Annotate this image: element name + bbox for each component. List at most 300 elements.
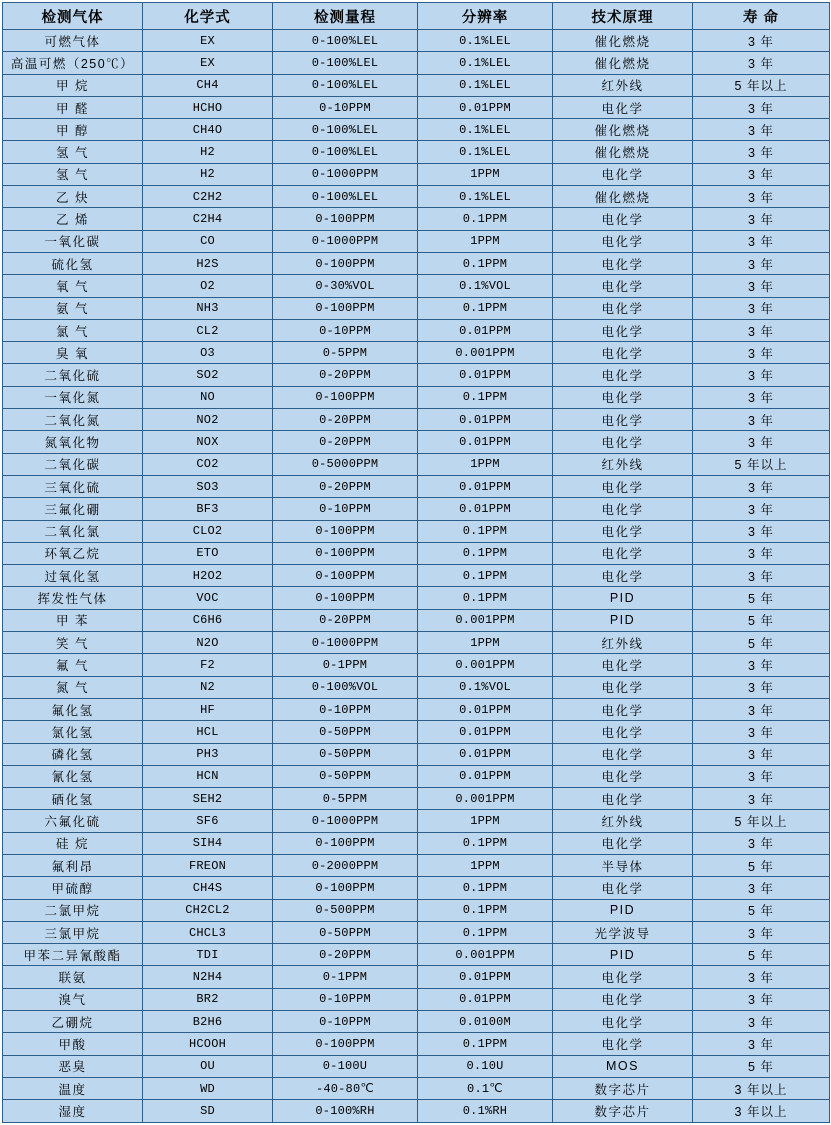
table-row (3, 342, 830, 364)
cell-resolution: 0.10U (418, 1055, 553, 1077)
table-row (3, 230, 830, 252)
cell-formula: SF6 (143, 810, 273, 832)
cell-gas: 三氯甲烷 (3, 921, 143, 943)
cell-gas: 磷化氢 (3, 743, 143, 765)
table-row (3, 609, 830, 631)
cell-principle: 电化学 (553, 832, 693, 854)
cell-range: 0-20PPM (273, 944, 418, 966)
cell-formula: CH4S (143, 877, 273, 899)
cell-gas: 氧 气 (3, 275, 143, 297)
table-row (3, 721, 830, 743)
cell-range: 0-100PPM (273, 386, 418, 408)
cell-resolution: 0.1PPM (418, 520, 553, 542)
cell-gas: 过氧化氢 (3, 565, 143, 587)
cell-resolution: 0.1%LEL (418, 119, 553, 141)
cell-resolution: 0.001PPM (418, 609, 553, 631)
table-row (3, 676, 830, 698)
cell-range: 0-100%VOL (273, 676, 418, 698)
cell-lifespan: 3 年 (693, 542, 830, 564)
cell-range: 0-5PPM (273, 342, 418, 364)
cell-range: 0-5000PPM (273, 453, 418, 475)
cell-gas: 三氧化硫 (3, 475, 143, 497)
cell-principle: 电化学 (553, 676, 693, 698)
cell-principle: 红外线 (553, 453, 693, 475)
table-row (3, 453, 830, 475)
cell-gas: 甲 醛 (3, 96, 143, 118)
cell-resolution: 0.001PPM (418, 654, 553, 676)
cell-formula: EX (143, 30, 273, 52)
column-header-lifespan: 寿 命 (693, 3, 830, 30)
cell-formula: WD (143, 1077, 273, 1099)
cell-formula: C6H6 (143, 609, 273, 631)
cell-formula: NOX (143, 431, 273, 453)
table-row (3, 386, 830, 408)
cell-principle: 电化学 (553, 1011, 693, 1033)
cell-principle: 红外线 (553, 810, 693, 832)
cell-formula: B2H6 (143, 1011, 273, 1033)
cell-principle: 电化学 (553, 498, 693, 520)
cell-resolution: 0.01PPM (418, 431, 553, 453)
cell-principle: 光学波导 (553, 921, 693, 943)
cell-formula: CH2CL2 (143, 899, 273, 921)
cell-lifespan: 3 年 (693, 565, 830, 587)
cell-resolution: 0.1℃ (418, 1077, 553, 1099)
cell-formula: FREON (143, 854, 273, 876)
cell-formula: SO3 (143, 475, 273, 497)
cell-formula: HF (143, 698, 273, 720)
cell-principle: 电化学 (553, 208, 693, 230)
cell-lifespan: 5 年 (693, 1055, 830, 1077)
cell-principle: 电化学 (553, 1033, 693, 1055)
cell-gas: 一氧化碳 (3, 230, 143, 252)
cell-lifespan: 3 年 (693, 921, 830, 943)
cell-principle: 红外线 (553, 632, 693, 654)
cell-range: 0-100PPM (273, 1033, 418, 1055)
cell-range: 0-500PPM (273, 899, 418, 921)
cell-range: 0-20PPM (273, 431, 418, 453)
cell-range: 0-20PPM (273, 409, 418, 431)
cell-lifespan: 3 年 (693, 30, 830, 52)
cell-lifespan: 3 年以上 (693, 1100, 830, 1122)
cell-resolution: 1PPM (418, 453, 553, 475)
cell-range: 0-20PPM (273, 475, 418, 497)
cell-range: 0-50PPM (273, 765, 418, 787)
cell-principle: 电化学 (553, 96, 693, 118)
cell-resolution: 1PPM (418, 632, 553, 654)
cell-range: 0-100%RH (273, 1100, 418, 1122)
cell-range: 0-50PPM (273, 921, 418, 943)
cell-gas: 溴气 (3, 988, 143, 1010)
table-row (3, 186, 830, 208)
cell-lifespan: 5 年 (693, 899, 830, 921)
cell-range: 0-5PPM (273, 788, 418, 810)
cell-range: 0-100U (273, 1055, 418, 1077)
table-row (3, 1011, 830, 1033)
cell-lifespan: 3 年 (693, 1033, 830, 1055)
cell-formula: H2O2 (143, 565, 273, 587)
cell-range: 0-100%LEL (273, 52, 418, 74)
cell-principle: PID (553, 587, 693, 609)
cell-lifespan: 3 年 (693, 788, 830, 810)
cell-resolution: 0.1PPM (418, 587, 553, 609)
cell-range: 0-10PPM (273, 319, 418, 341)
cell-formula: SIH4 (143, 832, 273, 854)
cell-formula: PH3 (143, 743, 273, 765)
cell-gas: 氨 气 (3, 297, 143, 319)
cell-gas: 甲酸 (3, 1033, 143, 1055)
cell-formula: NO (143, 386, 273, 408)
cell-gas: 氮氧化物 (3, 431, 143, 453)
cell-gas: 二氧化碳 (3, 453, 143, 475)
cell-gas: 硅 烷 (3, 832, 143, 854)
cell-range: 0-1PPM (273, 654, 418, 676)
cell-gas: 六氟化硫 (3, 810, 143, 832)
cell-range: 0-100%LEL (273, 30, 418, 52)
cell-resolution: 0.1PPM (418, 208, 553, 230)
cell-lifespan: 3 年 (693, 743, 830, 765)
table-row (3, 743, 830, 765)
cell-resolution: 0.1PPM (418, 542, 553, 564)
cell-range: 0-100PPM (273, 297, 418, 319)
cell-range: 0-20PPM (273, 364, 418, 386)
cell-gas: 氢 气 (3, 141, 143, 163)
cell-lifespan: 3 年 (693, 721, 830, 743)
cell-resolution: 0.01PPM (418, 475, 553, 497)
cell-lifespan: 3 年 (693, 208, 830, 230)
cell-gas: 臭 氧 (3, 342, 143, 364)
cell-range: 0-100PPM (273, 252, 418, 274)
cell-lifespan: 3 年 (693, 431, 830, 453)
cell-gas: 二氧化氯 (3, 520, 143, 542)
cell-formula: SEH2 (143, 788, 273, 810)
cell-formula: BF3 (143, 498, 273, 520)
cell-formula: HCHO (143, 96, 273, 118)
cell-formula: VOC (143, 587, 273, 609)
cell-lifespan: 5 年以上 (693, 453, 830, 475)
cell-range: 0-50PPM (273, 743, 418, 765)
cell-formula: EX (143, 52, 273, 74)
column-header-principle: 技术原理 (553, 3, 693, 30)
cell-lifespan: 5 年以上 (693, 74, 830, 96)
cell-principle: 电化学 (553, 698, 693, 720)
cell-resolution: 0.1%VOL (418, 676, 553, 698)
cell-resolution: 0.1PPM (418, 565, 553, 587)
cell-resolution: 0.1PPM (418, 1033, 553, 1055)
cell-formula: HCL (143, 721, 273, 743)
cell-range: 0-10PPM (273, 1011, 418, 1033)
cell-lifespan: 5 年 (693, 632, 830, 654)
cell-formula: O3 (143, 342, 273, 364)
cell-gas: 二氧化氮 (3, 409, 143, 431)
cell-resolution: 0.1%LEL (418, 141, 553, 163)
cell-formula: HCOOH (143, 1033, 273, 1055)
cell-range: 0-100%LEL (273, 119, 418, 141)
cell-resolution: 1PPM (418, 854, 553, 876)
table-row (3, 698, 830, 720)
cell-resolution: 0.01PPM (418, 765, 553, 787)
cell-principle: PID (553, 609, 693, 631)
table-row (3, 163, 830, 185)
cell-gas: 氯化氢 (3, 721, 143, 743)
cell-principle: 催化燃烧 (553, 119, 693, 141)
cell-range: 0-1PPM (273, 966, 418, 988)
cell-lifespan: 5 年以上 (693, 810, 830, 832)
cell-lifespan: 3 年以上 (693, 1077, 830, 1099)
table-row (3, 520, 830, 542)
cell-resolution: 1PPM (418, 163, 553, 185)
cell-resolution: 0.1%LEL (418, 74, 553, 96)
cell-principle: 电化学 (553, 542, 693, 564)
cell-lifespan: 3 年 (693, 275, 830, 297)
cell-range: 0-100PPM (273, 565, 418, 587)
cell-principle: 电化学 (553, 230, 693, 252)
table-row (3, 275, 830, 297)
cell-formula: N2 (143, 676, 273, 698)
cell-principle: MOS (553, 1055, 693, 1077)
cell-lifespan: 3 年 (693, 877, 830, 899)
column-header-gas: 检测气体 (3, 3, 143, 30)
cell-gas: 一氧化氮 (3, 386, 143, 408)
table-row (3, 96, 830, 118)
cell-gas: 可燃气体 (3, 30, 143, 52)
table-row (3, 877, 830, 899)
column-header-resolution: 分辨率 (418, 3, 553, 30)
cell-range: 0-100PPM (273, 520, 418, 542)
cell-range: 0-100PPM (273, 542, 418, 564)
cell-principle: PID (553, 944, 693, 966)
table-row (3, 319, 830, 341)
cell-gas: 乙 烯 (3, 208, 143, 230)
cell-lifespan: 3 年 (693, 319, 830, 341)
cell-gas: 笑 气 (3, 632, 143, 654)
cell-formula: F2 (143, 654, 273, 676)
cell-principle: PID (553, 899, 693, 921)
cell-gas: 甲 烷 (3, 74, 143, 96)
cell-lifespan: 3 年 (693, 297, 830, 319)
table-header-row (3, 3, 830, 30)
cell-formula: OU (143, 1055, 273, 1077)
cell-range: 0-1000PPM (273, 810, 418, 832)
cell-gas: 氰化氢 (3, 765, 143, 787)
cell-formula: SO2 (143, 364, 273, 386)
cell-principle: 数字芯片 (553, 1077, 693, 1099)
gas-detection-table (2, 2, 830, 1123)
cell-lifespan: 3 年 (693, 654, 830, 676)
cell-range: 0-100PPM (273, 832, 418, 854)
cell-principle: 电化学 (553, 275, 693, 297)
cell-range: 0-30%VOL (273, 275, 418, 297)
cell-resolution: 0.0100M (418, 1011, 553, 1033)
cell-formula: NH3 (143, 297, 273, 319)
cell-principle: 电化学 (553, 386, 693, 408)
cell-resolution: 0.01PPM (418, 319, 553, 341)
cell-formula: ETO (143, 542, 273, 564)
cell-formula: C2H4 (143, 208, 273, 230)
cell-resolution: 0.1PPM (418, 899, 553, 921)
cell-resolution: 0.1PPM (418, 297, 553, 319)
cell-formula: N2O (143, 632, 273, 654)
cell-principle: 电化学 (553, 342, 693, 364)
table-row (3, 788, 830, 810)
cell-gas: 二氯甲烷 (3, 899, 143, 921)
cell-lifespan: 5 年 (693, 944, 830, 966)
cell-resolution: 0.1%LEL (418, 52, 553, 74)
cell-lifespan: 3 年 (693, 52, 830, 74)
cell-principle: 催化燃烧 (553, 186, 693, 208)
cell-formula: BR2 (143, 988, 273, 1010)
cell-range: -40-80℃ (273, 1077, 418, 1099)
table-row (3, 654, 830, 676)
cell-range: 0-100%LEL (273, 141, 418, 163)
cell-gas: 恶臭 (3, 1055, 143, 1077)
cell-gas: 湿度 (3, 1100, 143, 1122)
cell-resolution: 0.1PPM (418, 832, 553, 854)
column-header-range: 检测量程 (273, 3, 418, 30)
cell-formula: H2S (143, 252, 273, 274)
cell-gas: 甲苯二异氰酸酯 (3, 944, 143, 966)
cell-principle: 数字芯片 (553, 1100, 693, 1122)
table-row (3, 988, 830, 1010)
cell-principle: 电化学 (553, 475, 693, 497)
cell-gas: 乙 炔 (3, 186, 143, 208)
cell-formula: H2 (143, 163, 273, 185)
cell-lifespan: 3 年 (693, 119, 830, 141)
table-row (3, 431, 830, 453)
table-row (3, 1077, 830, 1099)
cell-principle: 半导体 (553, 854, 693, 876)
cell-lifespan: 3 年 (693, 163, 830, 185)
cell-lifespan: 3 年 (693, 520, 830, 542)
cell-resolution: 0.01PPM (418, 409, 553, 431)
cell-resolution: 1PPM (418, 230, 553, 252)
cell-resolution: 0.01PPM (418, 966, 553, 988)
table-row (3, 74, 830, 96)
cell-resolution: 0.001PPM (418, 944, 553, 966)
cell-range: 0-100PPM (273, 877, 418, 899)
table-row (3, 966, 830, 988)
cell-formula: CO (143, 230, 273, 252)
cell-formula: CLO2 (143, 520, 273, 542)
cell-gas: 氟利昂 (3, 854, 143, 876)
cell-resolution: 0.1PPM (418, 252, 553, 274)
cell-range: 0-10PPM (273, 988, 418, 1010)
cell-range: 0-50PPM (273, 721, 418, 743)
cell-gas: 甲硫醇 (3, 877, 143, 899)
table-row (3, 832, 830, 854)
cell-range: 0-2000PPM (273, 854, 418, 876)
cell-range: 0-10PPM (273, 498, 418, 520)
cell-lifespan: 3 年 (693, 1011, 830, 1033)
cell-range: 0-100PPM (273, 587, 418, 609)
cell-range: 0-10PPM (273, 96, 418, 118)
cell-formula: SD (143, 1100, 273, 1122)
cell-lifespan: 5 年 (693, 609, 830, 631)
cell-lifespan: 3 年 (693, 230, 830, 252)
cell-lifespan: 5 年 (693, 587, 830, 609)
cell-lifespan: 3 年 (693, 988, 830, 1010)
cell-principle: 电化学 (553, 788, 693, 810)
cell-gas: 联氨 (3, 966, 143, 988)
cell-lifespan: 5 年 (693, 854, 830, 876)
table-row (3, 632, 830, 654)
cell-lifespan: 3 年 (693, 832, 830, 854)
cell-principle: 电化学 (553, 431, 693, 453)
table-row (3, 252, 830, 274)
table-row (3, 364, 830, 386)
cell-resolution: 0.01PPM (418, 698, 553, 720)
cell-resolution: 0.1PPM (418, 921, 553, 943)
cell-formula: CL2 (143, 319, 273, 341)
cell-lifespan: 3 年 (693, 966, 830, 988)
table-row (3, 52, 830, 74)
cell-formula: CHCL3 (143, 921, 273, 943)
table-row (3, 297, 830, 319)
cell-formula: C2H2 (143, 186, 273, 208)
table-header (3, 3, 830, 30)
cell-formula: CH4 (143, 74, 273, 96)
cell-resolution: 0.01PPM (418, 96, 553, 118)
cell-lifespan: 3 年 (693, 475, 830, 497)
cell-range: 0-1000PPM (273, 230, 418, 252)
cell-range: 0-1000PPM (273, 632, 418, 654)
cell-gas: 氢 气 (3, 163, 143, 185)
table-row (3, 944, 830, 966)
cell-principle: 电化学 (553, 252, 693, 274)
cell-gas: 乙硼烷 (3, 1011, 143, 1033)
cell-resolution: 1PPM (418, 810, 553, 832)
table-row (3, 565, 830, 587)
cell-principle: 电化学 (553, 966, 693, 988)
cell-gas: 氟化氢 (3, 698, 143, 720)
table-row (3, 1033, 830, 1055)
cell-principle: 电化学 (553, 163, 693, 185)
cell-principle: 电化学 (553, 364, 693, 386)
cell-principle: 电化学 (553, 520, 693, 542)
cell-gas: 甲 醇 (3, 119, 143, 141)
cell-principle: 催化燃烧 (553, 141, 693, 163)
cell-lifespan: 3 年 (693, 676, 830, 698)
cell-gas: 高温可燃（250℃） (3, 52, 143, 74)
cell-formula: TDI (143, 944, 273, 966)
table-row (3, 587, 830, 609)
cell-range: 0-10PPM (273, 698, 418, 720)
cell-range: 0-1000PPM (273, 163, 418, 185)
cell-resolution: 0.01PPM (418, 721, 553, 743)
cell-gas: 挥发性气体 (3, 587, 143, 609)
cell-range: 0-100%LEL (273, 74, 418, 96)
cell-lifespan: 3 年 (693, 765, 830, 787)
cell-formula: HCN (143, 765, 273, 787)
cell-principle: 催化燃烧 (553, 52, 693, 74)
table-row (3, 30, 830, 52)
cell-resolution: 0.001PPM (418, 342, 553, 364)
cell-principle: 催化燃烧 (553, 30, 693, 52)
cell-principle: 电化学 (553, 743, 693, 765)
cell-formula: O2 (143, 275, 273, 297)
cell-formula: NO2 (143, 409, 273, 431)
table-row (3, 119, 830, 141)
table-row (3, 208, 830, 230)
cell-resolution: 0.1PPM (418, 386, 553, 408)
cell-principle: 电化学 (553, 297, 693, 319)
cell-lifespan: 3 年 (693, 364, 830, 386)
table-row (3, 409, 830, 431)
cell-lifespan: 3 年 (693, 252, 830, 274)
cell-principle: 电化学 (553, 409, 693, 431)
cell-principle: 红外线 (553, 74, 693, 96)
cell-lifespan: 3 年 (693, 96, 830, 118)
cell-resolution: 0.1%RH (418, 1100, 553, 1122)
